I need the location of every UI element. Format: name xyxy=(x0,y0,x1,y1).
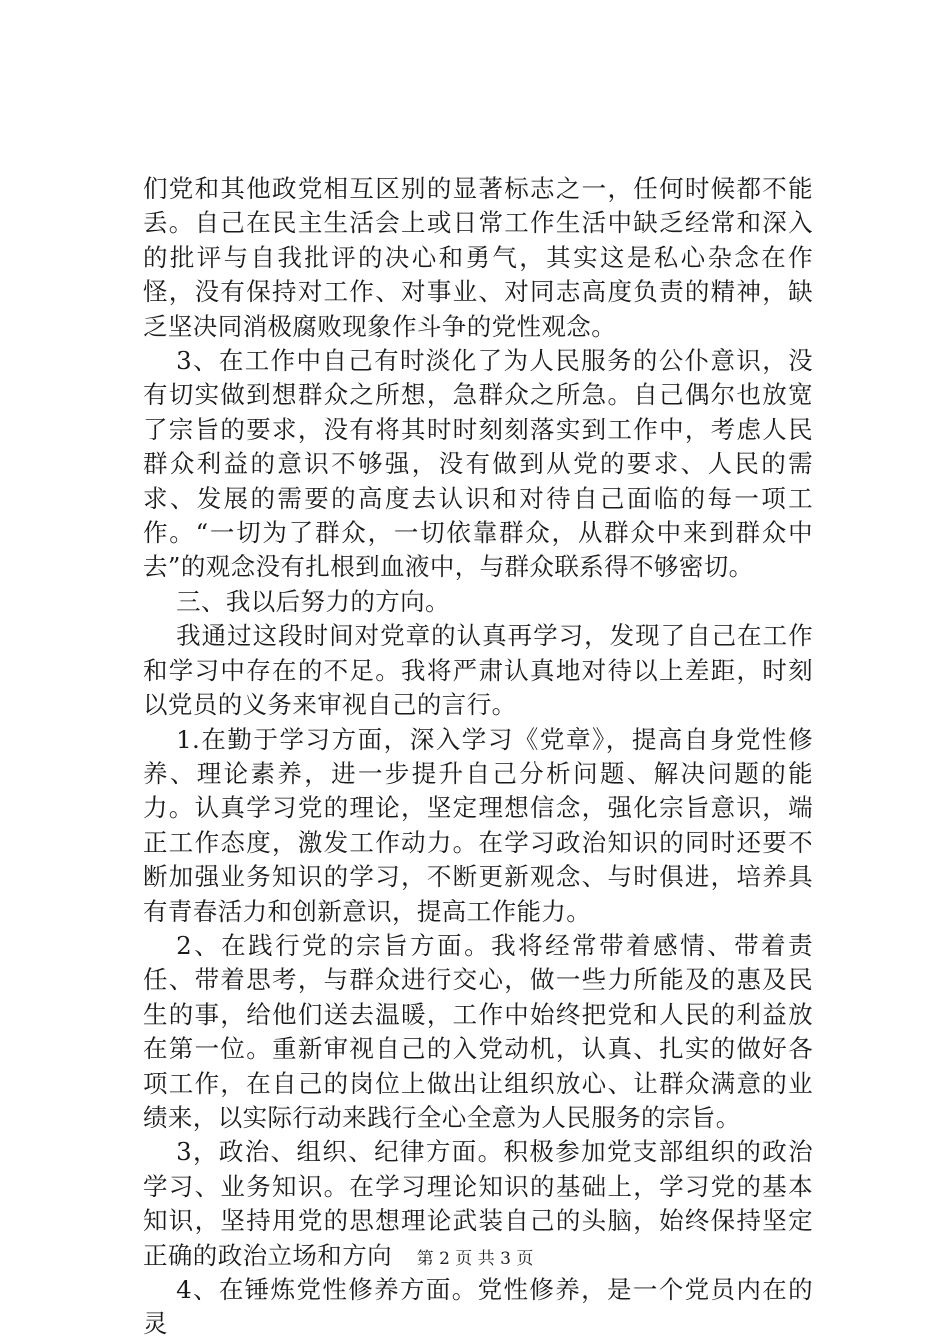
section-heading: 三、我以后努力的方向。 xyxy=(176,586,450,616)
paragraph: 4、在锤炼党性修养方面。党性修养，是一个党员内在的灵 xyxy=(143,1275,813,1339)
paragraph: 2、在践行党的宗旨方面。我将经常带着感情、带着责任、带着思考，与群众进行交心，做一些力所能及的惠及民生的事，给他们送去温暖，工作中始终把党和人民的利益放在第一位。重新审视自己的入党动机，认真、扎实的做好各项工作，在自己的岗位上做出让组织放心、让群众满意的业绩来，以实际行动来践行全心全意为人民服务的宗旨。 xyxy=(143,930,813,1132)
paragraph: 3、在工作中自己有时淡化了为人民服务的公仆意识，没有切实做到想群众之所想，急群众之所急。自己偶尔也放宽了宗旨的要求，没有将其时时刻刻落实到工作中，考虑人民群众利益的意识不够强，没有做到从党的要求、人民的需求、发展的需要的高度去认识和对待自己面临的每一项工作。“一切为了群众，一切依靠群众，从群众中来到群众中去”的观念没有扎根到血液中，与群众联系得不够密切。 xyxy=(143,346,813,582)
paragraph: 1.在勤于学习方面，深入学习《党章》，提高自身党性修养、理论素养，进一步提升自己分析问题、解决问题的能力。认真学习党的理论，坚定理想信念，强化宗旨意识，端正工作态度，激发工作动力。在学习政治知识的同时还要不断加强业务知识的学习，不断更新观念、与时俱进，培养具有青春活力和创新意识，提高工作能力。 xyxy=(143,724,813,926)
document-body xyxy=(143,172,813,1342)
page-number-footer: 第 2 页 共 3 页 xyxy=(416,1249,534,1269)
paragraph: 们党和其他政党相互区别的显著标志之一，任何时候都不能丢。自己在民主生活会上或日常工作生活中缺乏经常和深入的批评与自我批评的决心和勇气，其实这是私心杂念在作怪，没有保持对工作、对事业、对同志高度负责的精神，缺乏坚决同消极腐败现象作斗争的党性观念。 xyxy=(143,174,813,341)
paragraph: 3，政治、组织、纪律方面。积极参加党支部组织的政治学习、业务知识。在学习理论知识的基础上，学习党的基本知识，坚持用党的思想理论武装自己的头脑，始终保持坚定正确的政治立场和方向 xyxy=(143,1137,813,1270)
paragraph: 我通过这段时间对党章的认真再学习，发现了自己在工作和学习中存在的不足。我将严肃认真地对待以上差距，时刻以党员的义务来审视自己的言行。 xyxy=(143,621,813,720)
